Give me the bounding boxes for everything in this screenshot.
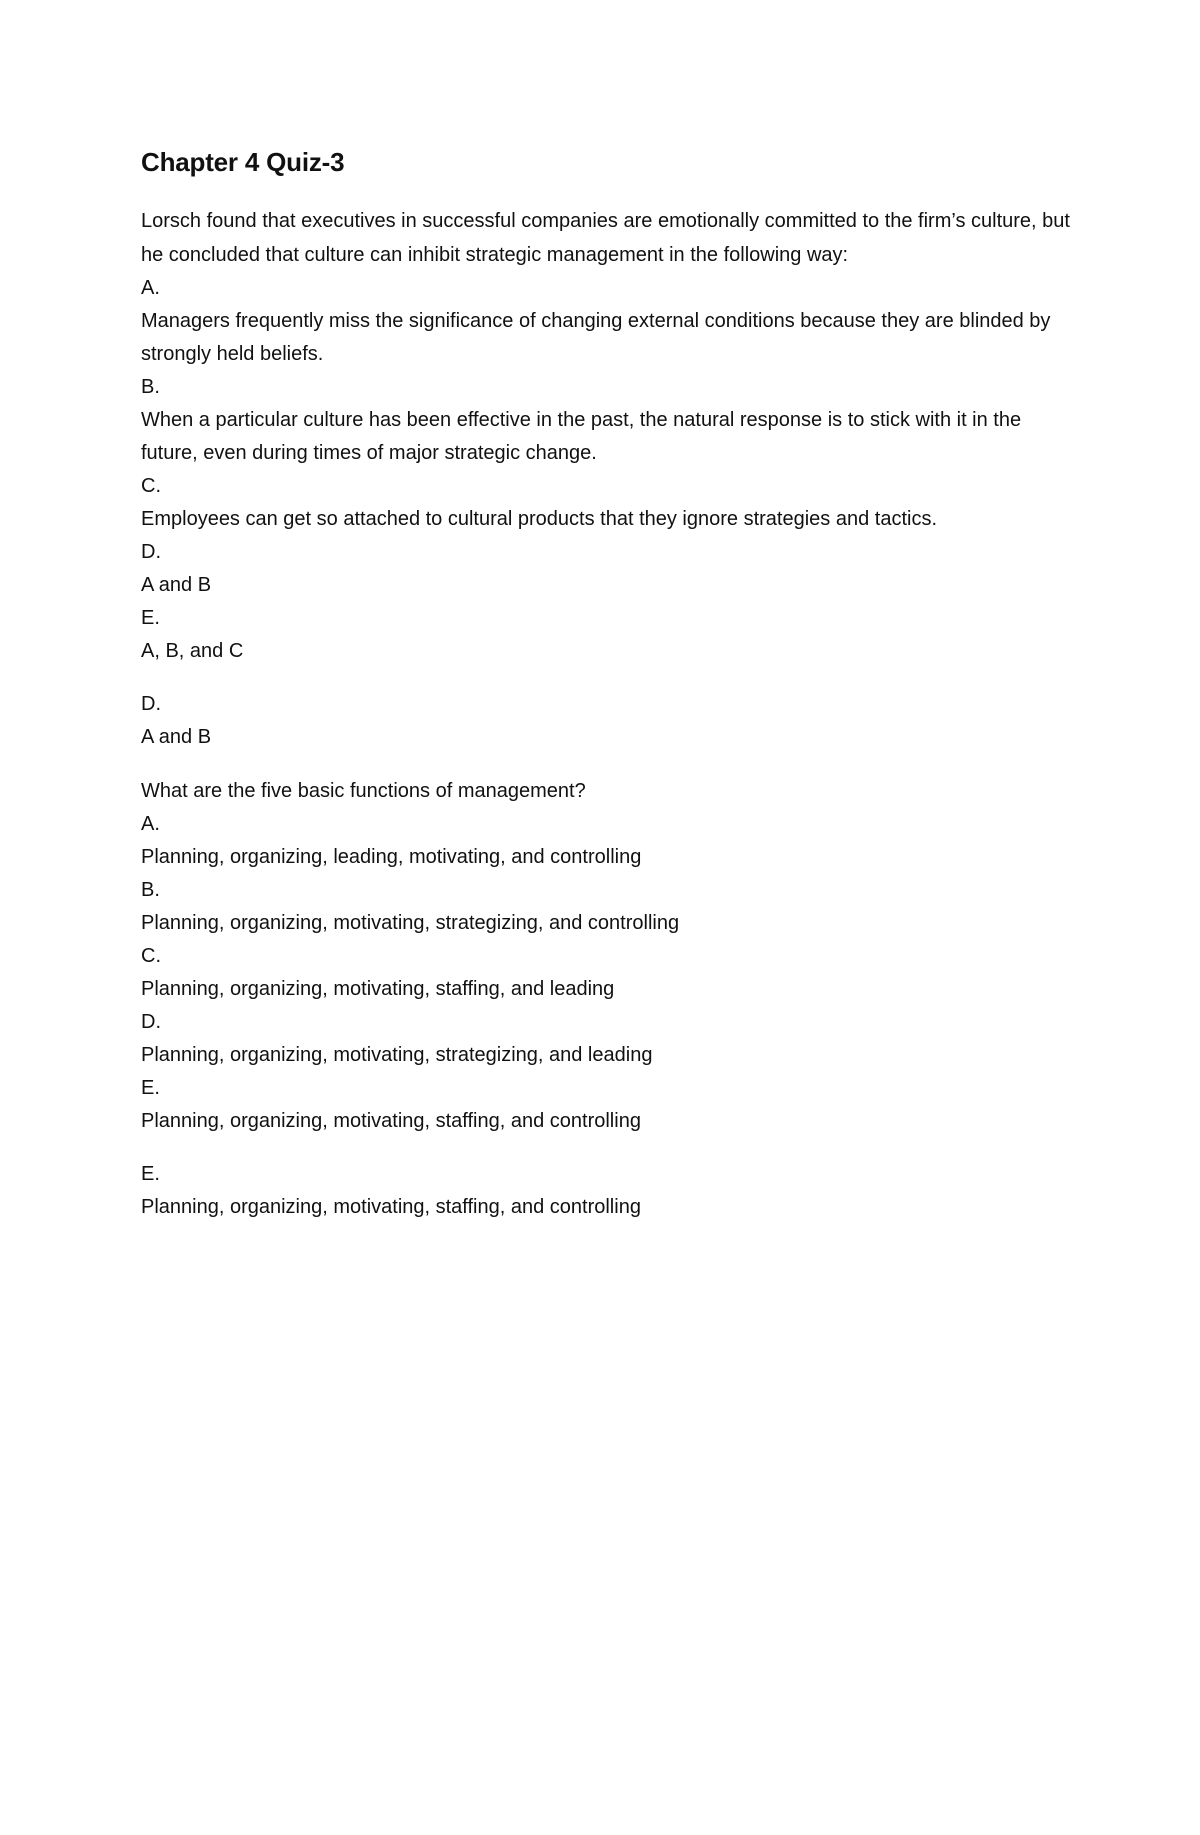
- answer-letter: E.: [141, 1163, 160, 1185]
- option-letter: D.: [141, 1011, 161, 1033]
- question-text: Lorsch found that executives in successful companies are emotionally committed to the firm’s culture, but he concluded that culture can inhibit strategic management in the following way:: [141, 210, 1070, 266]
- option-letter: A.: [141, 277, 160, 299]
- option-text: When a particular culture has been effective in the past, the natural response is to stick with it in the future, even during times of major strategic change.: [141, 409, 1027, 464]
- option-letter: D.: [141, 541, 161, 563]
- answer-text: A and B: [141, 726, 212, 748]
- option-letter: A.: [141, 813, 160, 835]
- option-letter: B.: [141, 376, 160, 398]
- option-letter: E.: [141, 1077, 160, 1099]
- option-text: Planning, organizing, motivating, staffing, and controlling: [141, 1110, 641, 1132]
- option-text: Planning, organizing, motivating, strategizing, and leading: [141, 1044, 653, 1066]
- option-text: Employees can get so attached to cultural products that they ignore strategies and tactics.: [141, 508, 938, 530]
- question-text: What are the five basic functions of management?: [141, 780, 586, 802]
- option-letter: C.: [141, 475, 161, 497]
- option-letter: B.: [141, 879, 160, 901]
- document-title: Chapter 4 Quiz-3: [141, 147, 345, 177]
- spacer: [141, 668, 1071, 688]
- question-block-2: [141, 774, 1071, 1224]
- document-content: [141, 144, 1071, 1224]
- option-text: A and B: [141, 574, 212, 596]
- option-text: Planning, organizing, motivating, strategizing, and controlling: [141, 912, 680, 934]
- spacer: [141, 1138, 1071, 1158]
- answer-text: Planning, organizing, motivating, staffing, and controlling: [141, 1196, 641, 1218]
- question-block-1: [141, 204, 1071, 754]
- answer-letter: D.: [141, 693, 161, 715]
- option-text: Planning, organizing, motivating, staffing, and leading: [141, 978, 615, 1000]
- option-text: Planning, organizing, leading, motivating, and controlling: [141, 846, 642, 868]
- option-text: A, B, and C: [141, 640, 244, 662]
- spacer: [141, 754, 1071, 774]
- option-letter: C.: [141, 945, 161, 967]
- option-text: Managers frequently miss the significance of changing external conditions because they are blinded by strongly held beliefs.: [141, 310, 1056, 365]
- option-letter: E.: [141, 607, 160, 629]
